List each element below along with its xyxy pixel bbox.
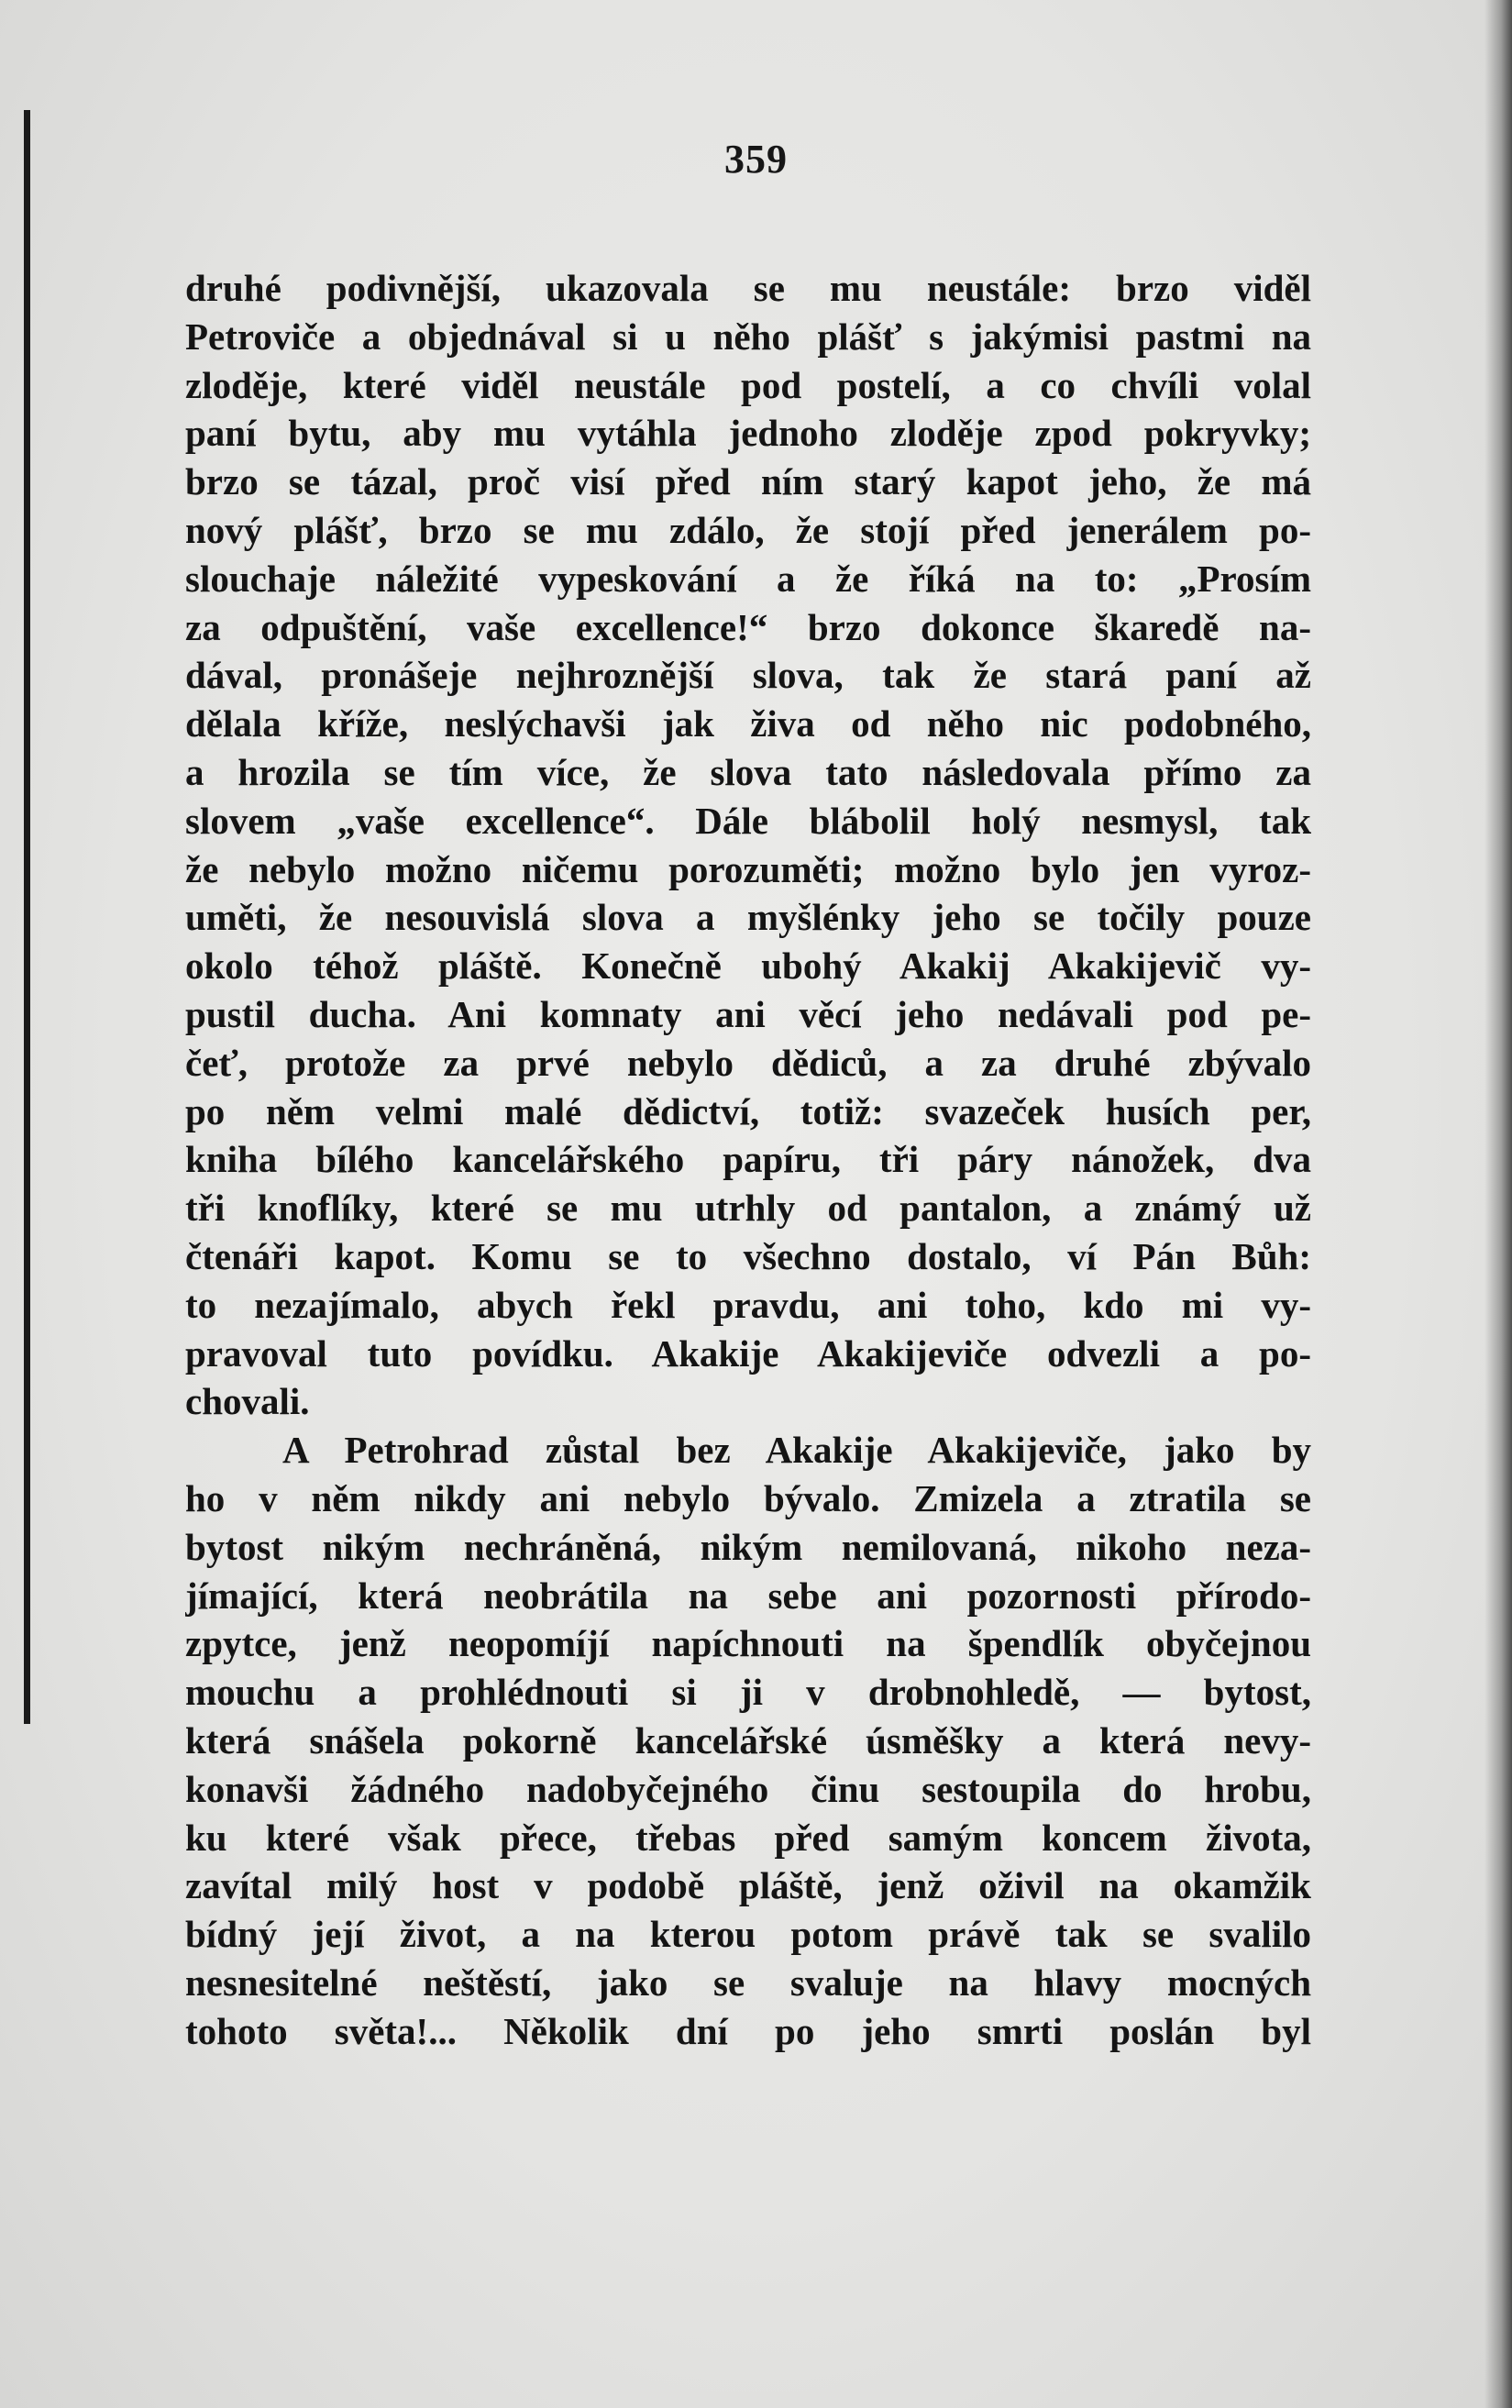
text-line: tohoto světa!... Několik dní po jeho smrti poslán byl [185,2009,1311,2052]
binding-shadow-rule [24,110,30,1724]
text-line: chovali. [185,1380,310,1423]
text-line: druhé podivnější, ukazovala se mu neustále: brzo viděl [185,267,1311,309]
text-line: ku které však přece, třebas před samým koncem života, [185,1816,1311,1859]
page-edge-shadow [1484,0,1512,2408]
text-line: bytost nikým nechráněná, nikým nemilovaná, nikoho neza- [185,1525,1311,1568]
text-line: ho v něm nikdy ani nebylo bývalo. Zmizela a ztratila se [185,1476,1311,1519]
text-line: uměti, že nesouvislá slova a myšlénky jeho se točily pouze [185,896,1311,939]
text-line: zloděje, které viděl neustále pod postelí, a co chvíli volal [185,363,1311,406]
text-line: konavši žádného nadobyčejného činu sestoupila do hrobu, [185,1767,1311,1810]
text-line: mouchu a prohlédnouti si ji v drobnohledě, — bytost, [185,1671,1311,1714]
text-line: tři knoflíky, které se mu utrhly od pantalon, a známý už [185,1187,1311,1230]
text-line: čtenáři kapot. Komu se to všechno dostalo, ví Pán Bůh: [185,1234,1311,1277]
body-text [185,264,1311,2055]
text-line: zavítal milý host v podobě pláště, jenž oživil na okamžik [185,1864,1311,1907]
text-line: čeť, protože za prvé nebylo dědiců, a za druhé zbývalo [185,1041,1311,1084]
text-line: to nezajímalo, abych řekl pravdu, ani toho, kdo mi vy- [185,1283,1311,1326]
text-line: A Petrohrad zůstal bez Akakije Akakijeviče, jako by [282,1429,1311,1472]
text-line: paní bytu, aby mu vytáhla jednoho zloděje zpod pokryvky; [185,412,1311,455]
text-line: a hrozila se tím více, že slova tato následovala přímo za [185,750,1311,793]
page-number: 359 [724,137,788,182]
text-line: dělala kříže, neslýchavši jak živa od něho nic podobného, [185,702,1311,746]
text-line: za odpuštění, vaše excellence!“ brzo dokonce škaredě na- [185,605,1311,648]
text-line: jímající, která neobrátila na sebe ani pozornosti přírodo- [185,1574,1311,1617]
text-line: dával, pronášeje nejhroznější slova, tak že stará paní až [185,654,1311,697]
text-line: brzo se tázal, proč visí před ním starý kapot jeho, že má [185,460,1311,503]
text-line: která snášela pokorně kancelářské úsměšky a která nevy- [185,1718,1311,1762]
text-line: kniha bílého kancelářského papíru, tři páry nánožek, dva [185,1138,1311,1181]
text-line: nový plášť, brzo se mu zdálo, že stojí před jenerálem po- [185,508,1311,551]
text-line: okolo téhož pláště. Konečně ubohý Akakij Akakijevič vy- [185,944,1311,988]
text-line: že nebylo možno ničemu porozuměti; možno bylo jen vyroz- [185,847,1311,890]
text-line: pustil ducha. Ani komnaty ani věcí jeho nedávali pod pe- [185,992,1311,1035]
text-line: slouchaje náležité vypeskování a že říká na to: „Prosím [185,557,1311,600]
text-line: nesnesitelné neštěstí, jako se svaluje na hlavy mocných [185,1961,1311,2004]
text-line: po něm velmi malé dědictví, totiž: svazeček husích per, [185,1089,1311,1132]
text-line: slovem „vaše excellence“. Dále blábolil holý nesmysl, tak [185,799,1311,842]
text-line: zpytce, jenž neopomíjí napíchnouti na špendlík obyčejnou [185,1622,1311,1665]
text-line: Petroviče a objednával si u něho plášť s jakýmisi pastmi na [185,315,1311,358]
text-line: pravoval tuto povídku. Akakije Akakijeviče odvezli a po- [185,1331,1311,1375]
text-line: bídný její život, a na kterou potom právě tak se svalilo [185,1913,1311,1956]
